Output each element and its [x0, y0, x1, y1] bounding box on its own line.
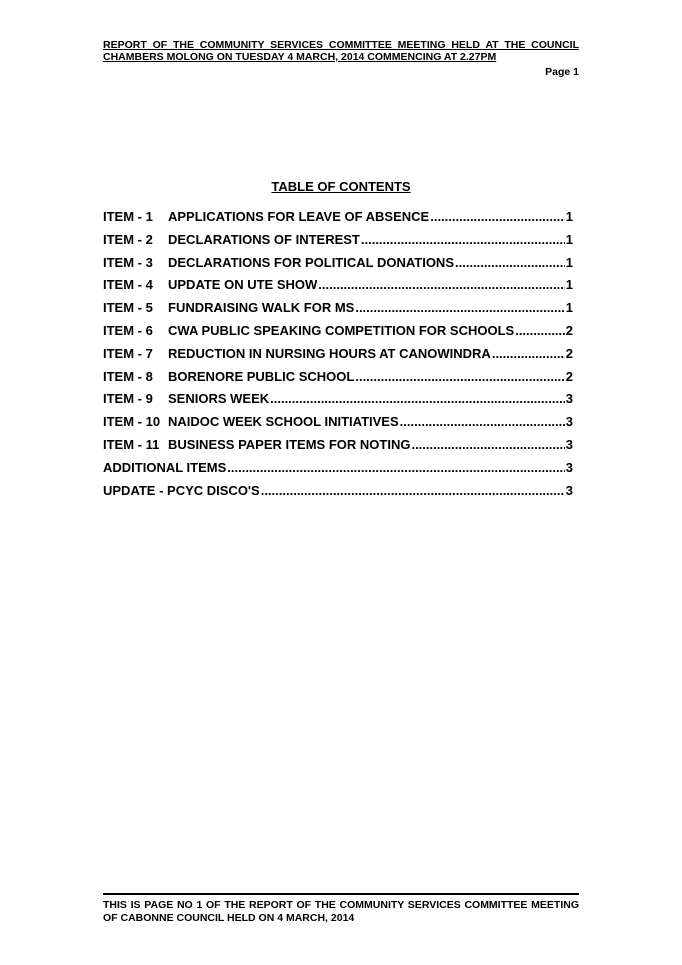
toc-dot-leader — [411, 437, 564, 452]
toc-entry[interactable] — [103, 460, 573, 483]
toc-entry-number: ITEM - 2 — [103, 231, 153, 247]
toc-entry[interactable] — [103, 346, 573, 369]
toc-entry-title: FUNDRAISING WALK FOR MS — [168, 300, 355, 316]
toc-entry-title: NAIDOC WEEK SCHOOL INITIATIVES — [168, 414, 399, 430]
toc-entry-page: 1 — [565, 231, 573, 247]
toc-dot-leader — [361, 232, 565, 247]
toc-entry-title: CWA PUBLIC SPEAKING COMPETITION FOR SCHOOLS — [168, 322, 515, 338]
page-header — [103, 40, 579, 78]
footer-text: THIS IS PAGE NO 1 OF THE REPORT OF THE COMMUNITY SERVICES COMMITTEE MEETING OF CABONNE COUNCIL HELD ON 4 MARCH, 2014 — [103, 899, 579, 924]
toc-entry-title: BORENORE PUBLIC SCHOOL — [168, 368, 355, 384]
toc-entry-number: ITEM - 7 — [103, 345, 153, 361]
toc-entry-title: UPDATE - PCYC DISCO'S — [103, 482, 260, 498]
toc-dot-leader — [270, 391, 565, 406]
toc-dot-leader — [400, 414, 565, 429]
toc-entry[interactable] — [103, 277, 573, 300]
toc-dot-leader — [355, 369, 564, 384]
toc-entry-page: 1 — [565, 254, 573, 270]
toc-dot-leader — [318, 277, 565, 292]
toc-dot-leader — [455, 255, 565, 270]
toc-entry-page: 3 — [565, 482, 573, 498]
toc-entry[interactable] — [103, 209, 573, 232]
toc-dot-leader — [492, 346, 565, 361]
toc-entry-number: ITEM - 11 — [103, 436, 160, 452]
toc-entry-page: 3 — [565, 391, 573, 407]
report-title: REPORT OF THE COMMUNITY SERVICES COMMITTEE MEETING HELD AT THE COUNCIL CHAMBERS MOLONG ON TUESDAY 4 MARCH, 2014 COMMENCING AT 2.27PM — [103, 39, 579, 63]
toc-entry[interactable] — [103, 369, 573, 392]
toc-dot-leader — [227, 460, 565, 475]
toc-entry-number: ITEM - 1 — [103, 209, 153, 224]
toc-entry-title: BUSINESS PAPER ITEMS FOR NOTING — [168, 436, 411, 452]
toc-entry-number: ITEM - 3 — [103, 254, 153, 270]
toc-entry-page: 1 — [565, 277, 573, 293]
toc-entry-number: ITEM - 10 — [103, 414, 161, 430]
toc-entry-page: 3 — [565, 414, 573, 430]
toc-entry-number: ITEM - 4 — [103, 277, 153, 293]
toc-entry-title: SENIORS WEEK — [168, 391, 270, 407]
toc-entry-title: DECLARATIONS OF INTEREST — [168, 231, 360, 247]
toc-entry-page: 3 — [565, 459, 573, 475]
toc-entry[interactable] — [103, 232, 573, 255]
toc-entry[interactable] — [103, 300, 573, 323]
toc-entry-number: ITEM - 5 — [103, 300, 153, 316]
toc-entry-title: UPDATE ON UTE SHOW — [168, 277, 318, 293]
toc-entry[interactable] — [103, 391, 573, 414]
toc-dot-leader — [355, 300, 564, 315]
toc-dot-leader — [261, 483, 565, 498]
toc-entry-page: 1 — [565, 300, 573, 316]
toc-entry-title: DECLARATIONS FOR POLITICAL DONATIONS — [168, 254, 454, 270]
toc-entry-page: 2 — [565, 368, 573, 384]
page-footer — [103, 893, 579, 925]
toc-entry-title: APPLICATIONS FOR LEAVE OF ABSENCE — [168, 209, 430, 224]
toc-entry[interactable] — [103, 414, 573, 437]
toc-entry-number: ITEM - 9 — [103, 391, 153, 407]
toc-entry[interactable] — [103, 437, 573, 460]
toc-entry-number: ITEM - 6 — [103, 322, 153, 338]
toc-dot-leader — [430, 209, 565, 224]
toc-entry-number: ITEM - 8 — [103, 368, 153, 384]
toc-entry-page: 2 — [565, 322, 573, 338]
toc-entry-page: 1 — [565, 209, 573, 224]
toc-entry-page: 3 — [565, 436, 573, 452]
toc-entry-page: 2 — [565, 345, 573, 361]
toc-entry[interactable] — [103, 255, 573, 278]
toc-entry-title: ADDITIONAL ITEMS — [103, 459, 227, 475]
toc-heading: TABLE OF CONTENTS — [271, 179, 411, 194]
toc-entry[interactable] — [103, 323, 573, 346]
table-of-contents — [103, 209, 573, 505]
toc-dot-leader — [515, 323, 565, 338]
toc-entry[interactable] — [103, 483, 573, 506]
page-number: Page 1 — [545, 66, 579, 78]
toc-entry-title: REDUCTION IN NURSING HOURS AT CANOWINDRA — [168, 345, 491, 361]
